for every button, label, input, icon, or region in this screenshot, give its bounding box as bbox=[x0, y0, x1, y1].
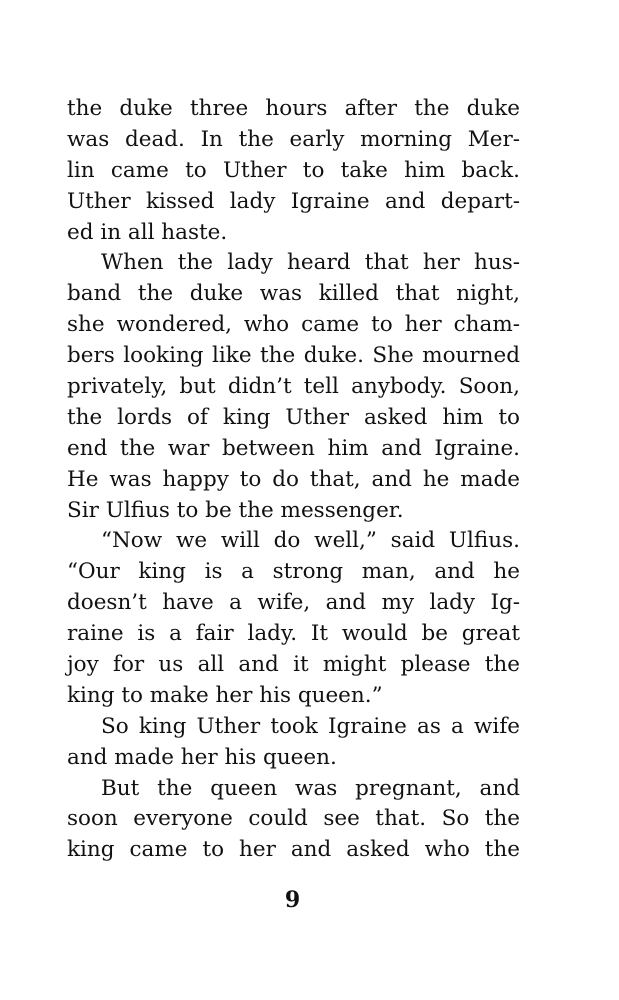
paragraph bbox=[67, 774, 520, 867]
text-line: “Our king is a strong man, and he bbox=[67, 559, 520, 585]
paragraph bbox=[67, 526, 520, 711]
page-number: 9 bbox=[284, 887, 301, 913]
text-line: she wondered, who came to her cham- bbox=[67, 312, 520, 338]
text-line: So king Uther took Igraine as a wife bbox=[101, 713, 520, 739]
text-line: ed in all haste. bbox=[67, 219, 228, 245]
text-line: raine is a fair lady. It would be great bbox=[67, 621, 520, 647]
text-line: Sir Ulfius to be the messenger. bbox=[67, 497, 404, 523]
text-line: joy for us all and it might please the bbox=[67, 652, 520, 678]
text-line: soon everyone could see that. So the bbox=[67, 806, 520, 832]
text-line: He was happy to do that, and he made bbox=[67, 466, 520, 492]
text-line: king came to her and asked who the bbox=[67, 837, 520, 863]
paragraph bbox=[67, 248, 520, 526]
text-line: But the queen was pregnant, and bbox=[101, 775, 520, 801]
page-body-text bbox=[67, 94, 520, 866]
text-line: the lords of king Uther asked him to bbox=[67, 404, 520, 430]
text-line: king to make her his queen.” bbox=[67, 682, 383, 708]
text-line: was dead. In the early morning Mer- bbox=[67, 126, 520, 152]
text-line: “Now we will do well,” said Ulfius. bbox=[101, 528, 520, 554]
text-line: doesn’t have a wife, and my lady Ig- bbox=[67, 590, 520, 616]
text-line: privately, but didn’t tell anybody. Soon, bbox=[67, 374, 520, 400]
text-line: bers looking like the duke. She mourned bbox=[67, 343, 520, 369]
text-line: When the lady heard that her hus- bbox=[101, 250, 520, 276]
text-line: band the duke was killed that night, bbox=[67, 281, 520, 307]
paragraph bbox=[67, 94, 520, 248]
text-line: lin came to Uther to take him back. bbox=[67, 157, 520, 183]
paragraph bbox=[67, 712, 520, 774]
text-line: end the war between him and Igraine. bbox=[67, 435, 520, 461]
text-line: the duke three hours after the duke bbox=[67, 96, 520, 121]
text-line: and made her his queen. bbox=[67, 744, 337, 770]
text-line: Uther kissed lady Igraine and depart- bbox=[67, 188, 520, 214]
